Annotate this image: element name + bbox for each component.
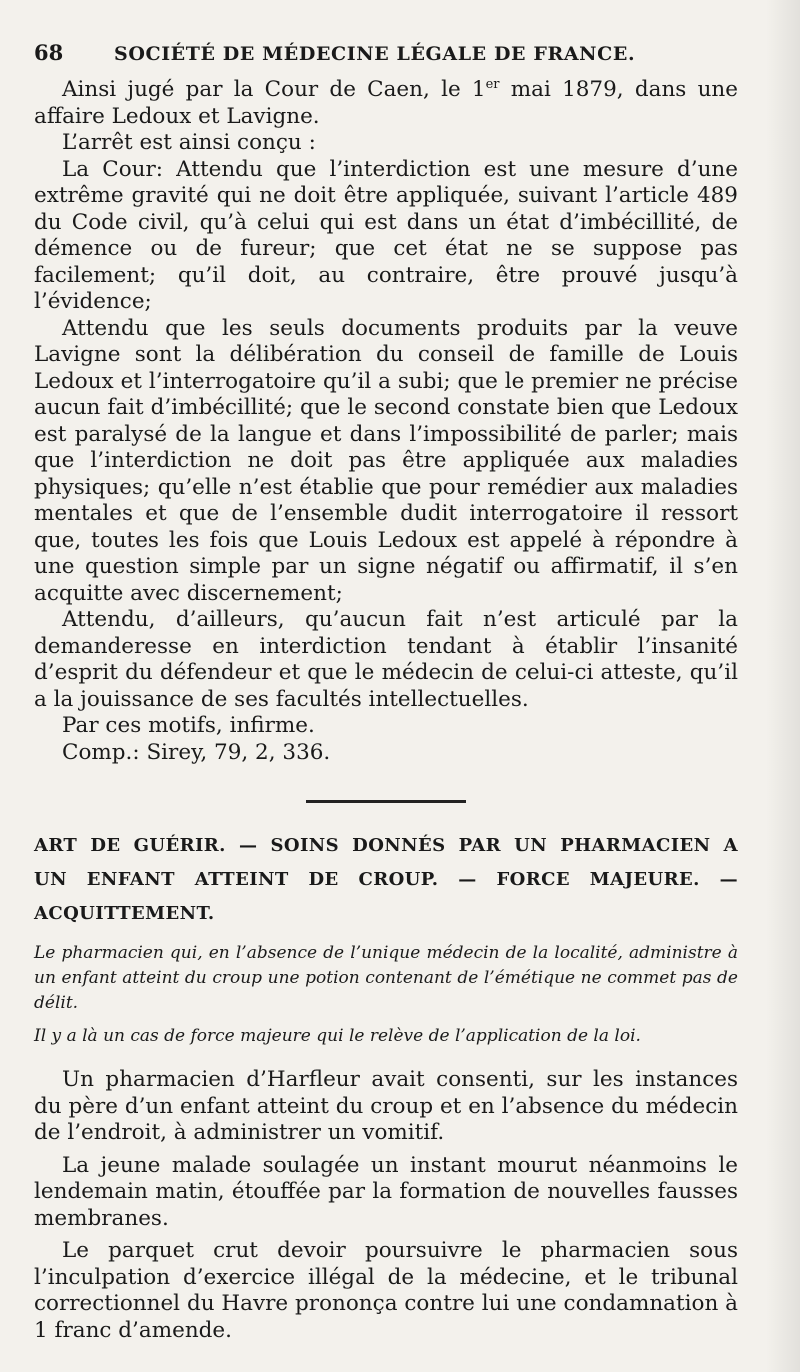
paragraph-case-1: Un pharmacien d’Harfleur avait consenti, sur les instances du père d’un enfant atteint du croup et en l’absence du médecin de l’endroit, à administrer un vomitif. — [34, 1067, 738, 1145]
paragraph-reference: Comp.: Sirey, 79, 2, 336. — [62, 739, 331, 765]
paragraph-court-1: La Cour: Attendu que l’interdiction est une mesure d’une extrême gravité qui ne doit être appliquée, suivant l’article 489 du Code civil, qu’à celui qui est dans un état d’imbécillité, de démence ou de fureur; que cet état ne se suppose pas facilement; qu’il doit, au contraire, être prouvé jusqu’à l’évidence; — [34, 156, 738, 314]
paragraph-court-2: Attendu que les seuls documents produits par la veuve Lavigne sont la délibération du conseil de famille de Louis Ledoux et l’interrogatoire qu’il a subi; que le premier ne précise aucun fait d’imbécillité; que le second constate bien que Ledoux est paralysé de la langue et dans l’impossibilité de parler; mais que l’interdiction ne doit pas être appliquée aux maladies physiques; qu’elle n’est établie que pour remédier aux maladies mentales et que de l’ensemble dudit interrogatoire il ressort que, toutes les fois que Louis Ledoux est appelé à répondre à une question simple par un signe négatif ou affirmatif, il s’en acquitte avec discernement; — [34, 315, 738, 606]
section-summary-1: Le pharmacien qui, en l’absence de l’unique médecin de la localité, administre à un enfant atteint du croup une potion contenant de l’émétique ne commet pas de délit. — [34, 943, 738, 1013]
ordinal-superscript: er — [485, 76, 500, 92]
paragraph-court-3: Attendu, d’ailleurs, qu’aucun fait n’est articulé par la demanderesse en interdiction tendant à établir l’insanité d’esprit du défendeur et que le médecin de celui-ci atteste, qu’il a la jouissance de ses facultés intellectuelles. — [34, 607, 738, 712]
paragraph-motifs: Par ces motifs, infirme. — [62, 713, 315, 738]
section-title-line: ACQUITTEMENT. — [34, 903, 215, 924]
section-title-line: UN ENFANT ATTEINT DE CROUP. — FORCE MAJEURE. — — [34, 869, 738, 890]
page-number: 68 — [34, 40, 64, 65]
section-divider — [306, 800, 466, 803]
page-header — [34, 40, 738, 65]
paragraph-intro: L’arrêt est ainsi conçu : — [62, 130, 316, 155]
case-text — [34, 1067, 738, 1344]
section-title — [34, 829, 738, 931]
paragraph-ruling-start: Ainsi jugé par la Cour de Caen, le 1 — [62, 77, 486, 102]
paragraph-ruling-end: mai 1879, dans une affaire Ledoux et Lavigne. — [34, 77, 738, 129]
section-summary-2: Il y a là un cas de force majeure qui le relève de l’application de la loi. — [34, 1026, 641, 1046]
paragraph-case-3: Le parquet crut devoir poursuivre le pharmacien sous l’inculpation d’exercice illégal de la médecine, et le tribunal correctionnel du Havre prononça contre lui une condamnation à 1 franc d’amende. — [34, 1238, 738, 1343]
running-title: SOCIÉTÉ DE MÉDECINE LÉGALE DE FRANCE. — [114, 43, 636, 65]
section-title-line: ART DE GUÉRIR. — SOINS DONNÉS PAR UN PHARMACIEN A — [34, 835, 738, 856]
paragraph-ruling — [34, 77, 738, 130]
paragraph-case-2: La jeune malade soulagée un instant mourut néanmoins le lendemain matin, étouffée par la formation de nouvelles fausses membranes. — [34, 1152, 738, 1231]
judgment-text — [34, 77, 738, 766]
